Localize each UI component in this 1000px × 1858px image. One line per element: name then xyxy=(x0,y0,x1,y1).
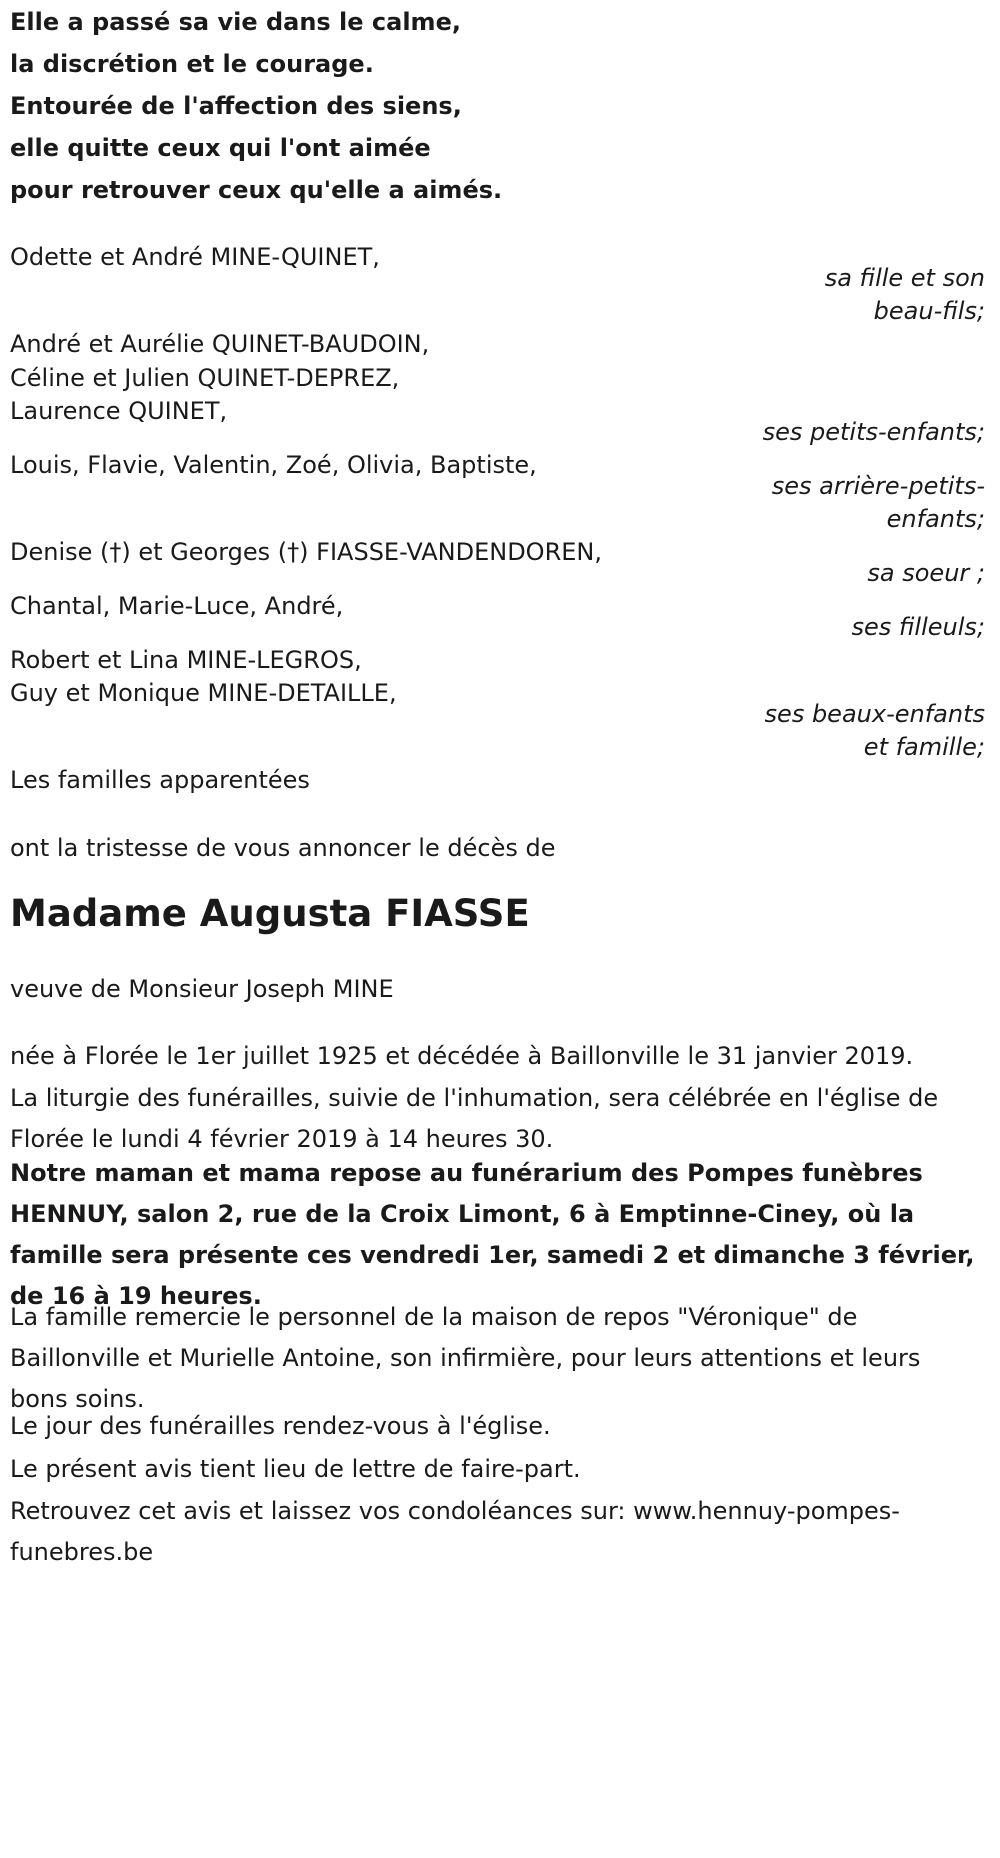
family-name: Guy et Monique MINE-DETAILLE, xyxy=(10,679,397,707)
funerarium-info: Notre maman et mama repose au funérarium des Pompes funèbres HENNUY, salon 2, rue de la Croix Limont, 6 à Emptinne-Ciney, où la famille sera présente ces vendredi 1er, samedi 2 et dimanche 3 février, de 16 à 19 heures. xyxy=(10,1159,975,1310)
family-role: enfants; xyxy=(886,505,985,533)
funeral-liturgy: La liturgie des funérailles, suivie de l'inhumation, sera célébrée en l'église de Florée le lundi 4 février 2019 à 14 heures 30. xyxy=(10,1084,939,1153)
family-role: ses beaux-enfants xyxy=(764,700,985,728)
family-name: André et Aurélie QUINET-BAUDOIN, xyxy=(10,330,430,358)
poem-line: pour retrouver ceux qu'elle a aimés. xyxy=(10,176,503,204)
meeting-note: Le jour des funérailles rendez-vous à l'église. xyxy=(10,1412,551,1440)
poem-line: Entourée de l'affection des siens, xyxy=(10,92,462,120)
family-name: Laurence QUINET, xyxy=(10,397,228,425)
family-name: Louis, Flavie, Valentin, Zoé, Olivia, Baptiste, xyxy=(10,451,537,479)
condolences-link[interactable]: Retrouvez cet avis et laissez vos condoléances sur: www.hennuy-pompes-funebres.be xyxy=(10,1497,900,1566)
poem-line: Elle a passé sa vie dans le calme, xyxy=(10,8,461,36)
family-name: Chantal, Marie-Luce, André, xyxy=(10,592,344,620)
announcement-text: ont la tristesse de vous annoncer le décès de xyxy=(10,834,556,862)
family-role: et famille; xyxy=(863,733,985,761)
family-name: Céline et Julien QUINET-DEPREZ, xyxy=(10,364,400,392)
widow-of: veuve de Monsieur Joseph MINE xyxy=(10,975,394,1003)
family-role: ses petits-enfants; xyxy=(762,418,985,446)
family-name: Odette et André MINE-QUINET, xyxy=(10,243,380,271)
family-name: Robert et Lina MINE-LEGROS, xyxy=(10,646,362,674)
faire-part-note: Le présent avis tient lieu de lettre de faire-part. xyxy=(10,1455,581,1483)
family-role: sa fille et son xyxy=(824,264,985,292)
poem-line: elle quitte ceux qui l'ont aimée xyxy=(10,134,431,162)
family-name: Les familles apparentées xyxy=(10,766,310,794)
family-role: sa soeur ; xyxy=(867,559,985,587)
family-name: Denise (†) et Georges (†) FIASSE-VANDENDOREN, xyxy=(10,538,602,566)
birth-death-dates: née à Florée le 1er juillet 1925 et décédée à Baillonville le 31 janvier 2019. xyxy=(10,1042,914,1070)
deceased-name: Madame Augusta FIASSE xyxy=(10,892,530,935)
thanks-text: La famille remercie le personnel de la maison de repos "Véronique" de Baillonville et Murielle Antoine, son infirmière, pour leurs attentions et leurs bons soins. xyxy=(10,1303,921,1413)
poem-line: la discrétion et le courage. xyxy=(10,50,374,78)
family-role: ses arrière-petits- xyxy=(771,472,985,500)
family-role: beau-fils; xyxy=(873,297,985,325)
family-role: ses filleuls; xyxy=(851,613,985,641)
